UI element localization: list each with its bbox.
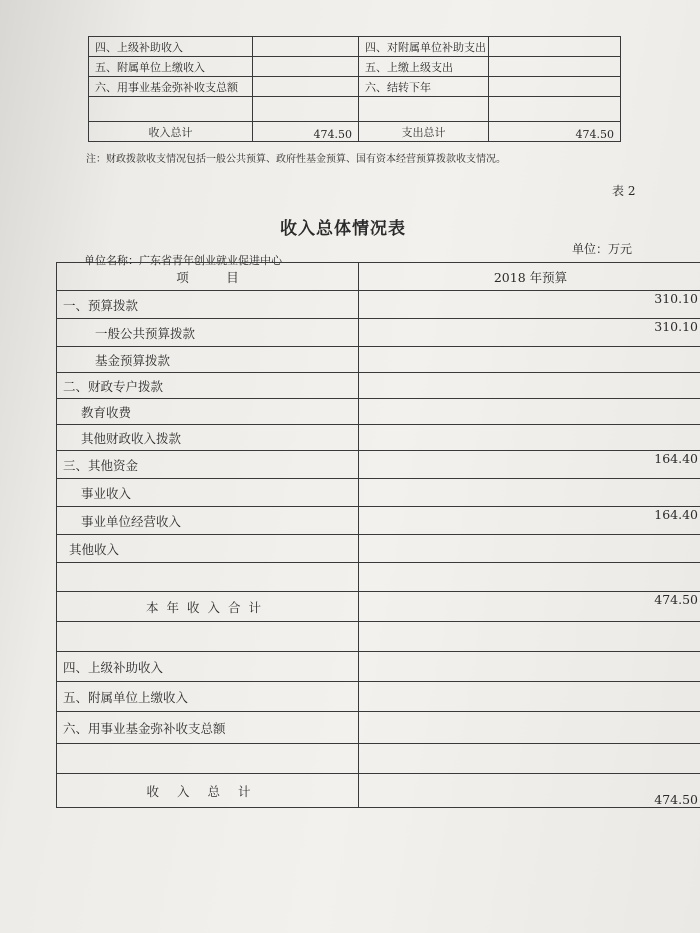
table-row <box>57 451 700 479</box>
table-cell <box>489 97 621 122</box>
row-value: 164.40 <box>359 451 700 479</box>
row-value <box>359 652 700 682</box>
table-row <box>57 563 700 592</box>
row-value <box>359 373 700 399</box>
table-number: 表 2 <box>612 184 636 198</box>
row-value: 474.50 <box>359 592 700 622</box>
row-value <box>359 535 700 563</box>
row-value <box>359 479 700 507</box>
income-summary-table <box>56 262 700 808</box>
table-row <box>57 319 700 347</box>
table-row <box>57 682 700 712</box>
table-row <box>57 535 700 563</box>
table-row <box>57 712 700 744</box>
table-cell: 六、用事业基金弥补收支总额 <box>89 77 253 97</box>
row-label <box>57 622 359 652</box>
table-cell <box>89 97 253 122</box>
row-value <box>359 425 700 451</box>
row-value <box>359 563 700 592</box>
subtotal-row <box>57 592 700 622</box>
table-row <box>57 399 700 425</box>
row-value <box>359 622 700 652</box>
table-header-row <box>57 263 700 291</box>
table-row <box>57 479 700 507</box>
table-row <box>89 77 621 97</box>
table-cell: 五、附属单位上缴收入 <box>89 57 253 77</box>
page-title: 收入总体情况表 <box>280 219 406 239</box>
row-label: 三、其他资金 <box>57 451 359 479</box>
unit-label: 单位：万元 <box>572 242 633 256</box>
row-label: 基金预算拨款 <box>57 347 359 373</box>
total-row <box>89 122 621 142</box>
row-label: 五、附属单位上缴收入 <box>57 682 359 712</box>
item-column-header: 项 目 <box>57 263 359 291</box>
table-row <box>57 652 700 682</box>
row-label: 收入总计 <box>57 774 359 808</box>
row-label: 教育收费 <box>57 399 359 425</box>
table-cell <box>489 57 621 77</box>
row-value: 310.10 <box>359 291 700 319</box>
table-row <box>57 347 700 373</box>
table-row <box>57 291 700 319</box>
table-row <box>57 507 700 535</box>
table-row <box>89 37 621 57</box>
row-value <box>359 744 700 774</box>
row-label: 本年收入合计 <box>57 592 359 622</box>
total-row <box>57 774 700 808</box>
table-cell <box>253 77 359 97</box>
income-total-label: 收入总计 <box>89 122 253 142</box>
table-cell <box>253 57 359 77</box>
row-label: 一、预算拨款 <box>57 291 359 319</box>
row-label: 四、上级补助收入 <box>57 652 359 682</box>
row-value: 310.10 <box>359 319 700 347</box>
table-cell: 五、上缴上级支出 <box>359 57 489 77</box>
row-value: 474.50 <box>359 774 700 808</box>
row-label: 一般公共预算拨款 <box>57 319 359 347</box>
table-cell <box>489 37 621 57</box>
row-label <box>57 744 359 774</box>
row-value <box>359 347 700 373</box>
table-cell: 四、对附属单位补助支出 <box>359 37 489 57</box>
table-cell: 四、上级补助收入 <box>89 37 253 57</box>
row-label: 事业单位经营收入 <box>57 507 359 535</box>
expenditure-total-value: 474.50 <box>489 122 621 142</box>
table-row <box>57 373 700 399</box>
row-label: 六、用事业基金弥补收支总额 <box>57 712 359 744</box>
row-value <box>359 682 700 712</box>
budget-column-header: 2018 年预算 <box>359 263 700 291</box>
income-total-value: 474.50 <box>253 122 359 142</box>
table-row <box>89 97 621 122</box>
table-row <box>57 622 700 652</box>
expenditure-summary-table-fragment <box>88 36 621 142</box>
table-cell <box>489 77 621 97</box>
table-row <box>89 57 621 77</box>
table-row <box>57 744 700 774</box>
table-cell <box>253 37 359 57</box>
row-label: 事业收入 <box>57 479 359 507</box>
table-cell <box>253 97 359 122</box>
table-cell: 六、结转下年 <box>359 77 489 97</box>
row-label: 其他财政收入拨款 <box>57 425 359 451</box>
row-label: 二、财政专户拨款 <box>57 373 359 399</box>
expenditure-total-label: 支出总计 <box>359 122 489 142</box>
row-value <box>359 712 700 744</box>
row-value: 164.40 <box>359 507 700 535</box>
row-label: 其他收入 <box>57 535 359 563</box>
table-row <box>57 425 700 451</box>
table-cell <box>359 97 489 122</box>
row-label <box>57 563 359 592</box>
footnote: 注：财政拨款收支情况包括一般公共预算、政府性基金预算、国有资本经营预算拨款收支情况。 <box>86 154 506 165</box>
organization-name: 单位名称：广东省青年创业就业促进中心 <box>84 254 282 267</box>
row-value <box>359 399 700 425</box>
